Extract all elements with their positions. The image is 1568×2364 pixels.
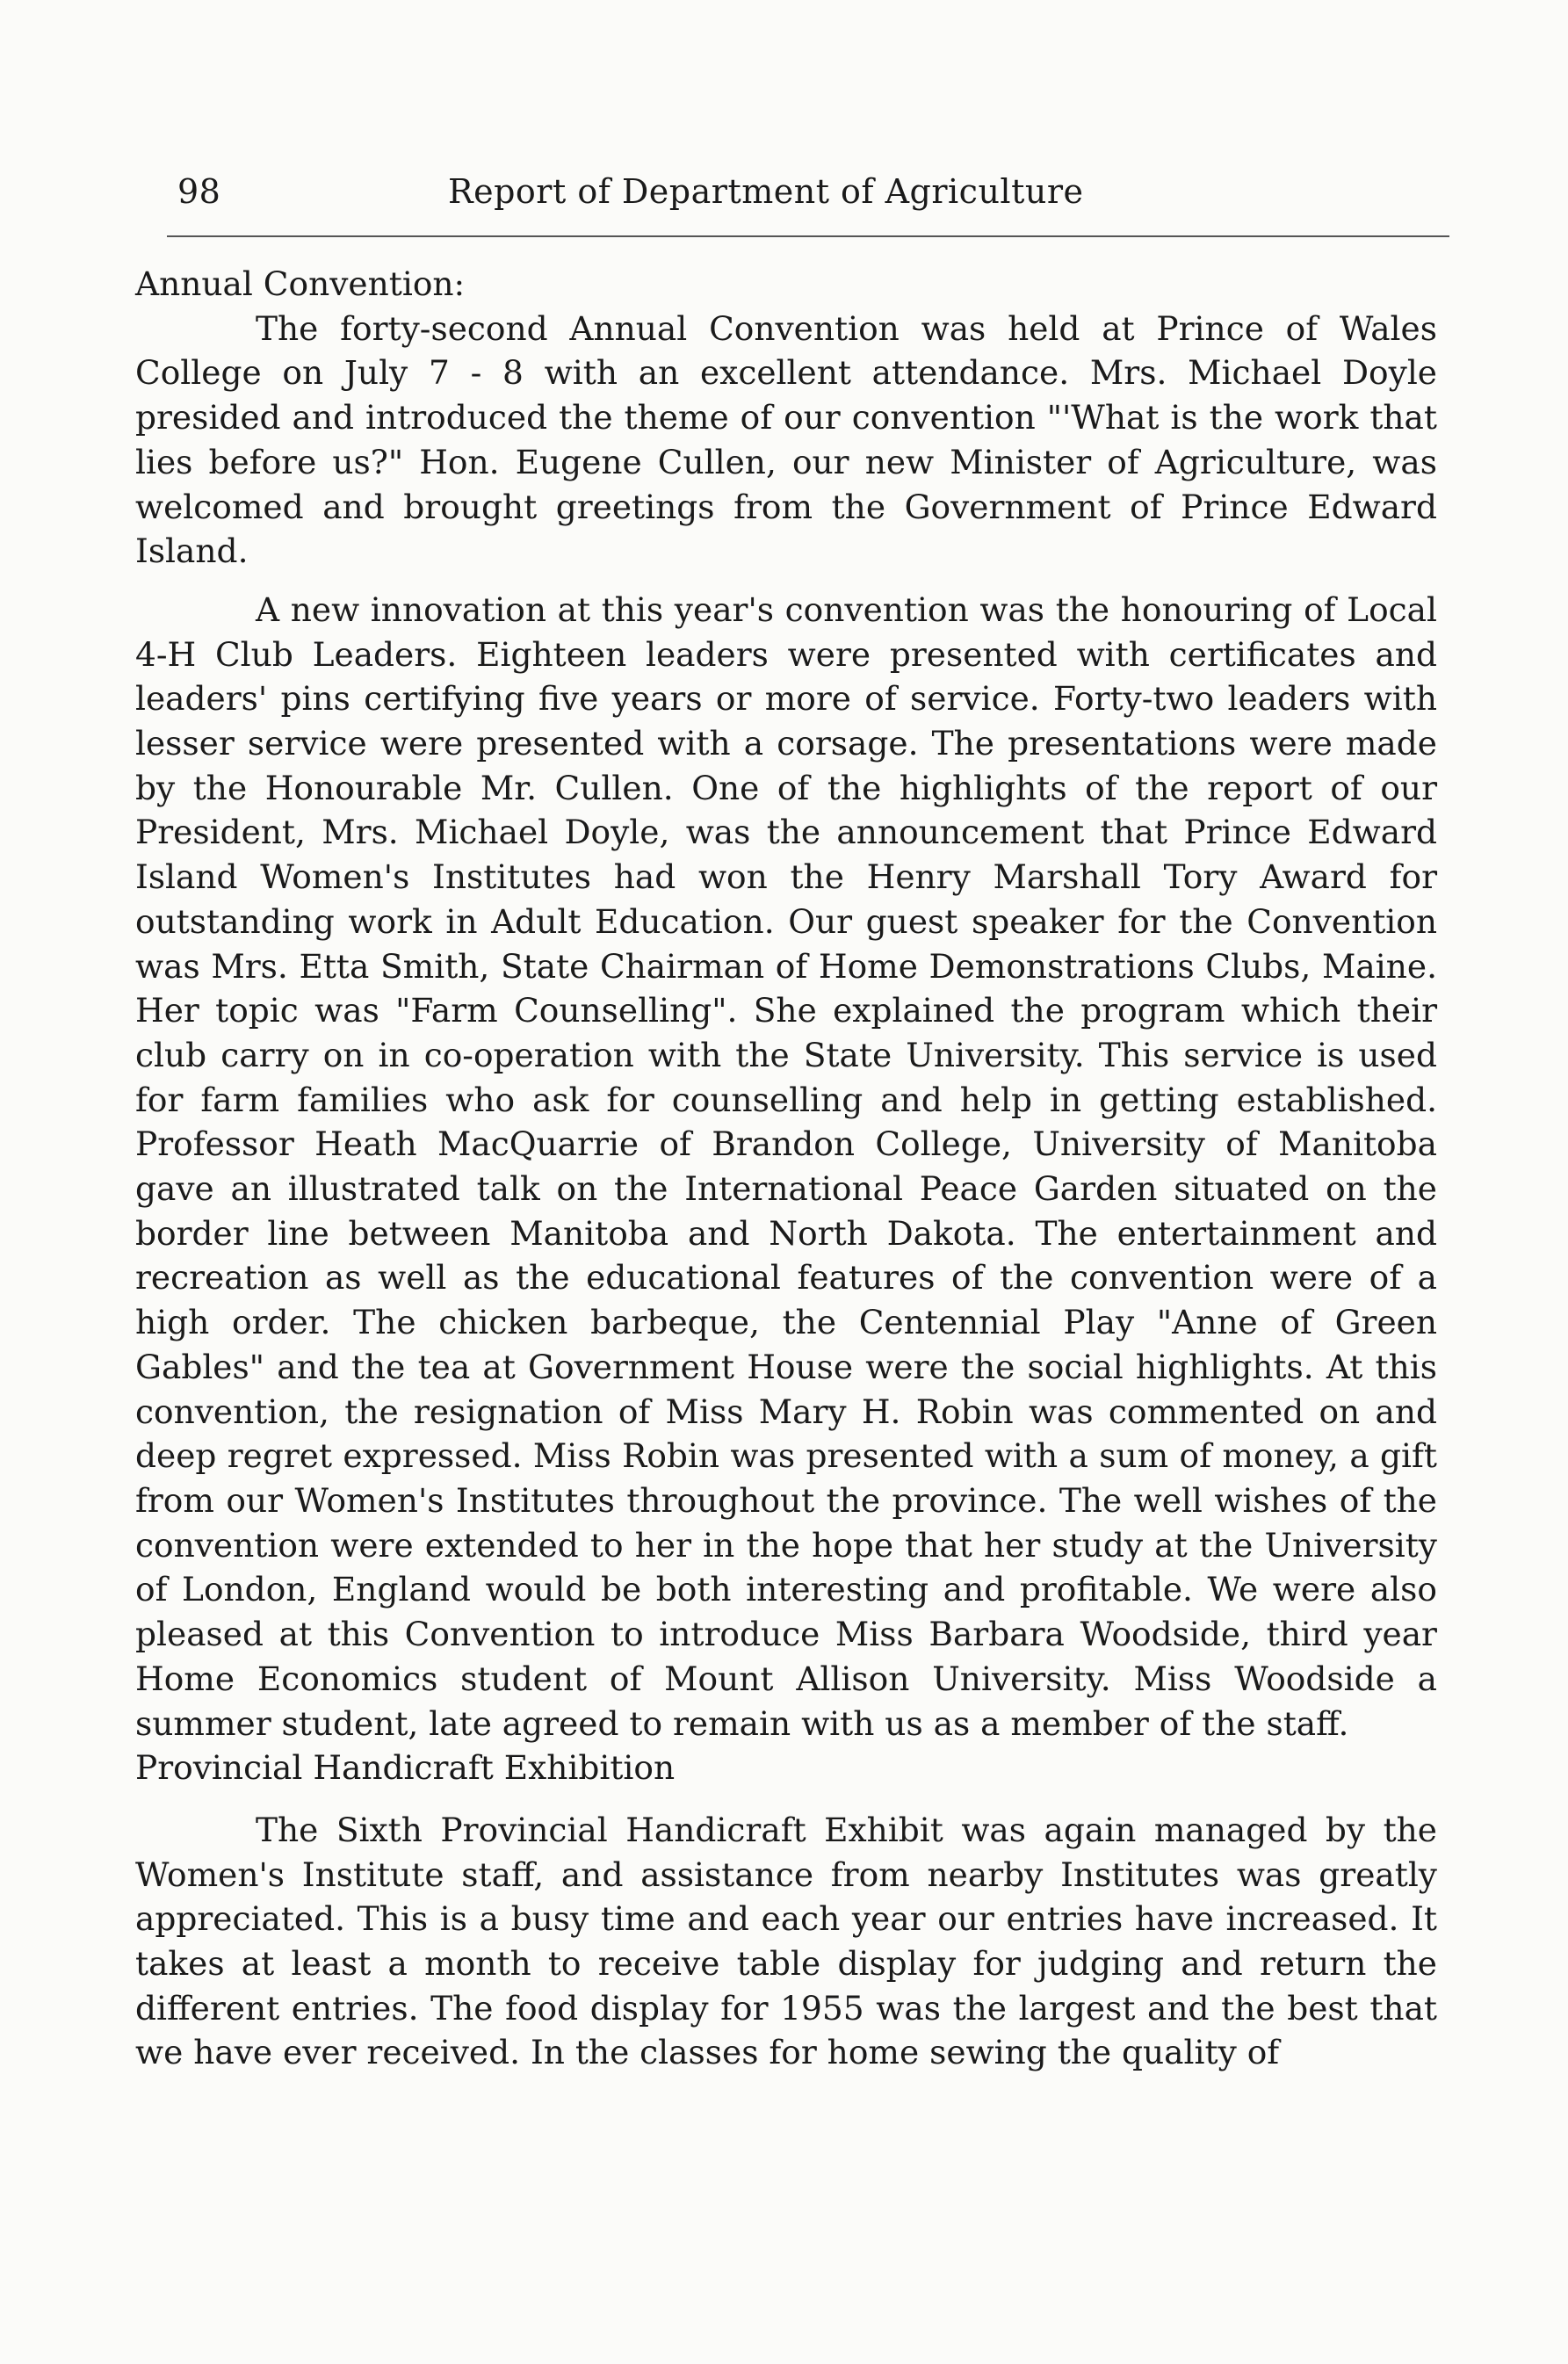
- section-handicraft-exhibition: [135, 1746, 1437, 2075]
- page-body: [135, 262, 1437, 2075]
- header-rule: [167, 235, 1449, 237]
- page-number: 98: [177, 172, 221, 211]
- page-header: [167, 172, 1449, 221]
- paragraph: The forty-second Annual Convention was held at Prince of Wales College on July 7 - 8 with an excellent attendance. Mrs. Michael Doyle presided and introduced the theme of our convention "'What is the work that lies before us?" Hon. Eugene Cullen, our new Minister of Agriculture, was welcomed and brought greetings from the Government of Prince Edward Island.: [135, 308, 1437, 571]
- section-heading: Provincial Handicraft Exhibition: [135, 1748, 676, 1788]
- running-head: Report of Department of Agriculture: [448, 172, 1084, 211]
- paragraph: A new innovation at this year's convention was the honouring of Local 4-H Club Leaders. Eighteen leaders were presented with certificates and leaders' pins certifying five years or more of service. Forty-two leaders with lesser service were presented with a corsage. The presentations were made by the Honourable Mr. Cullen. One of the highlights of the report of our President, Mrs. Michael Doyle, was the announcement that Prince Edward Island Women's Institutes had won the Henry Marshall Tory Award for outstanding work in Adult Education. Our guest speaker for the Convention was Mrs. Etta Smith, State Chairman of Home Demonstrations Clubs, Maine. Her topic was "Farm Counselling". She explained the program which their club carry on in co-operation with the State University. This service is used for farm families who ask for counselling and help in getting established. Professor Heath MacQuarrie of Brandon College, University of Manitoba gave an illustrated talk on the International Peace Garden situated on the border line between Manitoba and North Dakota. The entertainment and recreation as well as the educational features of the convention were of a high order. The chicken barbeque, the Centennial Play "Anne of Green Gables" and the tea at Government House were the social highlights. At this convention, the resignation of Miss Mary H. Robin was commented on and deep regret expressed. Miss Robin was presented with a sum of money, a gift from our Women's Institutes throughout the province. The well wishes of the convention were extended to her in the hope that her study at the University of London, England would be both interesting and profitable. We were also pleased at this Convention to introduce Miss Barbara Woodside, third year Home Economics student of Mount Allison University. Miss Woodside a summer student, late agreed to remain with us as a member of the staff.: [135, 589, 1437, 1743]
- paragraph: The Sixth Provincial Handicraft Exhibit was again managed by the Women's Institute staff, and assistance from nearby Institutes was greatly appreciated. This is a busy time and each year our entries have increased. It takes at least a month to receive table display for judging and return the different entries. The food display for 1955 was the largest and the best that we have ever received. In the classes for home sewing the quality of: [135, 1810, 1437, 2072]
- section-heading: Annual Convention:: [135, 264, 466, 303]
- section-annual-convention: [135, 262, 1437, 1746]
